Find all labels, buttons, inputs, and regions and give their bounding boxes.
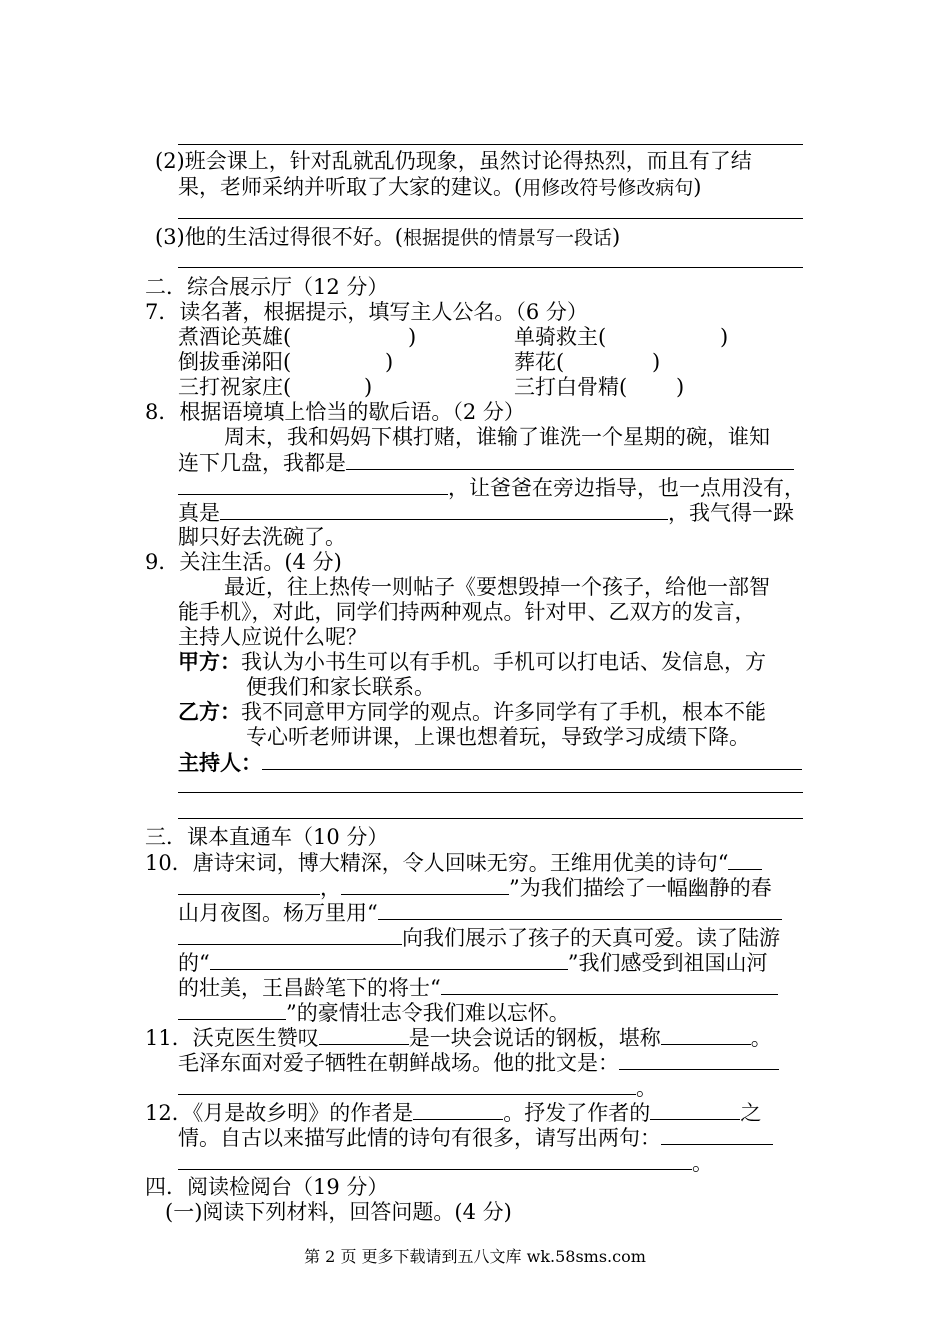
answer-blank[interactable] bbox=[210, 949, 568, 970]
q10-l2-text: ”为我们描绘了一幅幽静的春 bbox=[509, 876, 772, 900]
q10-l5-text-b: ”我们感受到祖国山河 bbox=[567, 951, 768, 975]
q7-item-a-close: ) bbox=[408, 325, 417, 349]
q9-para-line3: 主持人应说什么呢？ bbox=[178, 625, 367, 649]
q7-item-e: 三打祝家庄( bbox=[178, 375, 292, 399]
answer-blank[interactable] bbox=[178, 924, 402, 945]
answer-blank[interactable] bbox=[661, 1124, 773, 1145]
answer-blank[interactable] bbox=[378, 899, 782, 920]
answer-blank[interactable] bbox=[262, 749, 802, 770]
q10-l7-text: ”的豪情壮志令我们难以忘怀。 bbox=[286, 1001, 570, 1025]
q12-l2-text: 情。自古以来描写此情的诗句有很多，请写出两句： bbox=[178, 1126, 661, 1150]
q7-item-f: 三打白骨精( bbox=[514, 375, 628, 399]
q9-title: 9．关注生活。(4 分) bbox=[145, 550, 342, 574]
q6-sentence-2-line2 bbox=[178, 174, 701, 201]
q8-title: 8．根据语境填上恰当的歇后语。（2 分） bbox=[145, 400, 525, 424]
q9-host-label: 主持人： bbox=[178, 751, 262, 775]
q10-l1-text: 10．唐诗宋词，博大精深，令人回味无穷。王维用优美的诗句“ bbox=[145, 851, 729, 875]
answer-blank[interactable] bbox=[728, 849, 762, 870]
q7-item-c-close: ) bbox=[385, 350, 394, 374]
answer-blank[interactable] bbox=[319, 1024, 409, 1045]
answer-line[interactable] bbox=[178, 792, 803, 793]
q6-s2-hint: 用修改符号修改病句 bbox=[522, 177, 694, 199]
q10-line7 bbox=[178, 999, 570, 1026]
q7-item-f-close: ) bbox=[676, 375, 685, 399]
answer-blank[interactable] bbox=[220, 499, 668, 520]
q10-line6 bbox=[178, 974, 778, 1001]
q11-l1-text-b: 是一块会说话的钢板，堪称 bbox=[408, 1026, 661, 1050]
answer-blank[interactable] bbox=[441, 974, 778, 995]
q9-jia-text: 我认为小书生可以有手机。手机可以打电话、发信息，方 bbox=[241, 650, 766, 674]
q9-yi-text: 我不同意甲方同学的观点。许多同学有了手机，根本不能 bbox=[241, 700, 766, 724]
q9-yi-line1 bbox=[178, 699, 766, 725]
q7-item-d-close: ) bbox=[652, 350, 661, 374]
q10-line4 bbox=[178, 924, 780, 951]
answer-blank[interactable] bbox=[661, 1024, 751, 1045]
q9-jia-label: 甲方： bbox=[178, 650, 241, 674]
q10-l5-text-a: 的“ bbox=[178, 951, 210, 975]
q9-jia-line1 bbox=[178, 649, 766, 675]
q6-s3-text: (3)他的生活过得很不好。 bbox=[155, 225, 395, 249]
q12-l3-text: 。 bbox=[692, 1151, 713, 1175]
q10-l4-text: 向我们展示了孩子的天真可爱。读了陆游 bbox=[402, 926, 780, 950]
answer-line[interactable] bbox=[178, 144, 803, 145]
section-2-title: 二．综合展示厅（12 分） bbox=[145, 275, 389, 299]
q9-jia-line2: 便我们和家长联系。 bbox=[246, 675, 435, 699]
q6-sentence-3 bbox=[155, 224, 620, 251]
q10-line1 bbox=[145, 849, 762, 876]
q6-s3-paren-close: ) bbox=[611, 225, 621, 249]
q7-item-b: 单骑救主( bbox=[514, 325, 607, 349]
q9-para-line1: 最近，往上热传一则帖子《要想毁掉一个孩子，给他一部智 bbox=[224, 575, 770, 599]
q6-sentence-2-line1: (2)班会课上，针对乱就乱仍现象，虽然讨论得热烈，而且有了结 bbox=[155, 149, 752, 173]
q9-yi-label: 乙方： bbox=[178, 700, 241, 724]
q10-line5 bbox=[178, 949, 768, 976]
q11-line3 bbox=[178, 1074, 657, 1101]
q11-line2 bbox=[178, 1049, 779, 1076]
answer-blank[interactable] bbox=[178, 474, 448, 495]
q8-p4-text-a: 真是 bbox=[178, 501, 220, 525]
q7-item-e-close: ) bbox=[364, 375, 373, 399]
q12-l1-text-c: 之 bbox=[740, 1101, 762, 1125]
answer-line[interactable] bbox=[178, 267, 803, 268]
answer-blank[interactable] bbox=[341, 874, 509, 895]
q12-line2 bbox=[178, 1124, 773, 1151]
q12-line3 bbox=[178, 1149, 713, 1176]
q8-para-line2 bbox=[178, 449, 794, 476]
q10-line3 bbox=[178, 899, 782, 926]
q6-s3-paren-open: ( bbox=[394, 225, 403, 249]
q11-l2-text: 毛泽东面对爱子牺牲在朝鲜战场。他的批文是： bbox=[178, 1051, 619, 1075]
q7-item-c: 倒拔垂涕阳( bbox=[178, 350, 292, 374]
q8-p4-text-b: ，我气得一跺 bbox=[668, 501, 794, 525]
q6-s2-paren-close: ) bbox=[693, 175, 702, 199]
q8-para-line4 bbox=[178, 499, 794, 526]
q11-l3-text: 。 bbox=[636, 1076, 657, 1100]
q12-line1 bbox=[145, 1099, 761, 1126]
q7-title: 7．读名著，根据提示，填写主人公名。（6 分） bbox=[145, 300, 588, 324]
q8-p2-text: 连下几盘，我都是 bbox=[178, 451, 346, 475]
q7-item-d: 葬花( bbox=[514, 350, 565, 374]
q11-line1 bbox=[145, 1024, 772, 1051]
answer-line[interactable] bbox=[178, 218, 803, 219]
section-4-title: 四．阅读检阅台（19 分） bbox=[145, 1175, 389, 1199]
answer-line[interactable] bbox=[178, 818, 803, 819]
q7-item-b-close: ) bbox=[720, 325, 729, 349]
q7-item-a: 煮酒论英雄( bbox=[178, 325, 292, 349]
q6-s2-text: 果，老师采纳并听取了大家的建议。 bbox=[178, 175, 514, 199]
q6-s3-hint: 根据提供的情景写一段话 bbox=[402, 227, 612, 249]
q8-para-line3 bbox=[178, 474, 805, 501]
answer-blank[interactable] bbox=[178, 1074, 636, 1095]
q12-l1-text-b: 。抒发了作者的 bbox=[503, 1101, 651, 1125]
section-3-title: 三．课本直通车（10 分） bbox=[145, 825, 389, 849]
q9-para-line2: 能手机》，对此，同学们持两种观点。针对甲、乙双方的发言， bbox=[178, 600, 756, 624]
answer-blank[interactable] bbox=[413, 1099, 503, 1120]
q10-l2-comma: ， bbox=[320, 876, 341, 900]
q8-para-line1: 周末，我和妈妈下棋打赌，谁输了谁洗一个星期的碗，谁知 bbox=[224, 425, 770, 449]
q8-p3-text: ，让爸爸在旁边指导，也一点用没有， bbox=[448, 476, 805, 500]
q6-s2-paren-open: ( bbox=[514, 175, 523, 199]
q10-line2 bbox=[178, 874, 772, 901]
q9-host-line bbox=[178, 749, 802, 776]
answer-blank[interactable] bbox=[178, 999, 286, 1020]
answer-blank[interactable] bbox=[346, 449, 794, 470]
q12-l1-text-a: 12．《月是故乡明》的作者是 bbox=[145, 1101, 414, 1125]
page-footer: 第 2 页 更多下载请到五八文库 wk.58sms.com bbox=[304, 1247, 646, 1266]
answer-blank[interactable] bbox=[178, 874, 320, 895]
q9-yi-line2: 专心听老师讲课，上课也想着玩，导致学习成绩下降。 bbox=[246, 725, 750, 749]
answer-blank[interactable] bbox=[178, 1149, 692, 1170]
section-4-subtitle: (一)阅读下列材料，回答问题。(4 分) bbox=[165, 1200, 512, 1224]
answer-blank[interactable] bbox=[650, 1099, 740, 1120]
q11-l1-text-a: 11．沃克医生赞叹 bbox=[145, 1026, 319, 1050]
q8-para-line5: 脚只好去洗碗了。 bbox=[178, 525, 346, 549]
q11-l1-text-c: 。 bbox=[750, 1026, 772, 1050]
answer-blank[interactable] bbox=[619, 1049, 779, 1070]
q10-l6-text: 的壮美，王昌龄笔下的将士“ bbox=[178, 976, 441, 1000]
q10-l3-text: 山月夜图。杨万里用“ bbox=[178, 901, 378, 925]
